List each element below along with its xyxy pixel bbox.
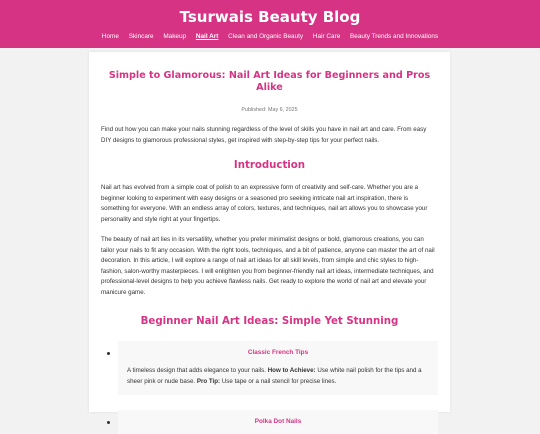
tip-text: A timeless design that adds elegance to your nails.	[127, 367, 266, 374]
introduction-paragraph-1: Nail art has evolved from a simple coat of polish to an expressive form of creativity and self-care. Whether you are a beginner looking to experiment with easy designs or a seasoned pro seeking intricate nail art inspiration, there is something for everyone. With an endless array of colors, textures, and techniques, nail art allows you to showcase your personality and style right at your fingertips.	[101, 184, 428, 223]
nav-beauty-trends[interactable]: Beauty Trends and Innovations	[350, 33, 439, 40]
nav-nail-art[interactable]: Nail Art	[195, 33, 219, 40]
introduction-heading: Introduction	[233, 160, 306, 171]
article-title: Simple to Glamorous: Nail Art Ideas for Beginners and Pros Alike	[108, 70, 431, 93]
pro-tip-label: Pro Tip:	[196, 377, 221, 385]
nav-skincare[interactable]: Skincare	[128, 33, 154, 40]
list-item	[118, 341, 438, 395]
how-label: How to Achieve:	[267, 367, 316, 374]
pro-tip-text: Use tape or a nail stencil for precise lines.	[221, 377, 337, 385]
nav-home[interactable]: Home	[101, 33, 119, 40]
main-nav	[0, 32, 540, 41]
article-container	[89, 52, 450, 425]
nav-makeup[interactable]: Makeup	[163, 33, 187, 40]
site-header	[0, 0, 540, 48]
nav-hair-care[interactable]: Hair Care	[312, 33, 341, 40]
beginner-section-heading: Beginner Nail Art Ideas: Simple Yet Stunning	[140, 316, 399, 327]
how-text: Use white nail polish for the tips and a sheer pink or nude base.	[127, 367, 422, 385]
tip-title: Polka Dot Nails	[254, 418, 302, 425]
beginner-tips-list	[101, 341, 438, 434]
list-item	[118, 410, 438, 434]
tip-body	[127, 366, 429, 387]
nav-clean-organic-beauty[interactable]: Clean and Organic Beauty	[228, 33, 304, 40]
tip-title: Classic French Tips	[247, 349, 309, 356]
article-intro: Find out how you can make your nails stunning regardless of the level of skills you have in nail art and care. From easy DIY designs to glamorous professional styles, get inspired with step-by-step tips for your perfect nails.	[101, 126, 427, 144]
introduction-paragraph-2: The beauty of nail art lies in its versatility, whether you prefer minimalist designs or bold, glamorous creations, you can tailor your nails to fit any occasion. With the right tools, techniques, and a bit of patience, anyone can master the art of nail decoration. In this article, I will explore a range of nail art ideas for all skill levels, from simple and chic styles to high-fashion, salon-worthy masterpieces. I will enlighten you from beginner-friendly nail art ideas, intermediate techniques, and professional-level designs to help you achieve flawless nails. Get ready to explore the world of nail art and elevate your manicure game.	[101, 236, 435, 296]
published-date: Published: May 6, 2025	[241, 107, 298, 113]
site-title[interactable]: Tsurwais Beauty Blog	[179, 8, 361, 26]
